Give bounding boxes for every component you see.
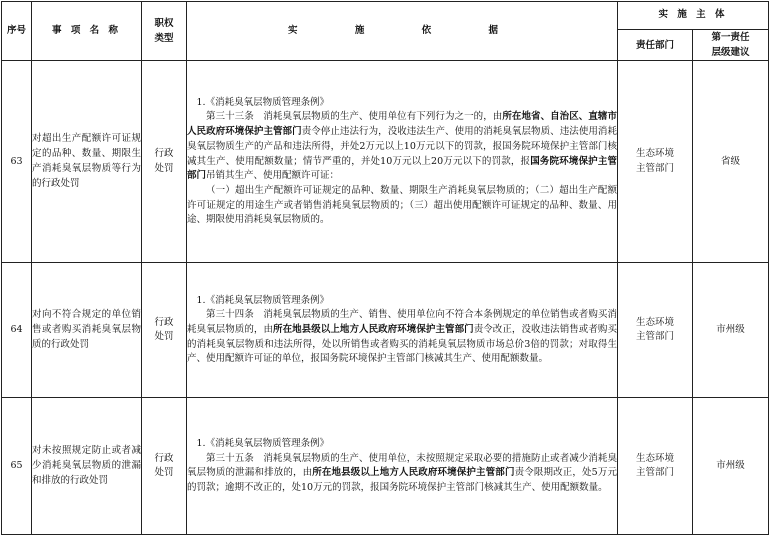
law-title: 1.《消耗臭氧层物质管理条例》 (196, 294, 330, 306)
basis-text: 吊销其生产、使用配额许可证： (206, 170, 340, 182)
header-row-1 (2, 2, 769, 30)
basis-paragraph (187, 452, 617, 496)
row-level: 市州级 (693, 263, 769, 398)
row-basis (187, 61, 618, 263)
basis-authority: 国务院环境保护主管部门 (187, 155, 617, 182)
header-category: 职权 类型 (142, 2, 187, 61)
row-item-name: 对超出生产配额许可证规定的品种、数量、期限生产消耗臭氧层物质等行为的行政处罚 (32, 61, 142, 263)
header-dept: 责任部门 (618, 30, 693, 61)
header-level: 第一责任 层级建议 (693, 30, 769, 61)
header-basis: 实 施 依 据 (187, 2, 618, 61)
basis-authority: 所在地县级以上地方人民政府环境保护主管部门 (273, 324, 474, 336)
basis-text: 第三十三条 消耗臭氧层物质的生产、使用单位有下列行为之一的，由 (206, 111, 503, 123)
basis-authority: 所在地县级以上地方人民政府环境保护主管部门 (312, 467, 515, 479)
row-basis (187, 263, 618, 398)
table-row (2, 263, 769, 398)
row-category: 行政 处罚 (142, 398, 187, 535)
basis-clauses: （一）超出生产配额许可证规定的品种、数量、期限生产消耗臭氧层物质的；（二）超出生产配额许可证规定的用途生产或者销售消耗臭氧层物质的；（三）超出使用配额许可证规定的品种、数量、用途、期限使用消耗臭氧层物质的。 (187, 184, 617, 226)
power-list-table (1, 1, 769, 535)
row-dept: 生态环境 主管部门 (618, 263, 693, 398)
basis-text: 第三十四条 消耗臭氧层物质的生产、销售、使用单位向不符合本条例规定的单位销售或者购买消耗臭氧层物质的，由 (187, 309, 617, 336)
basis-paragraph (187, 110, 617, 184)
row-dept: 生态环境 主管部门 (618, 398, 693, 535)
basis-text: 责令改正，没收违法销售或者购买的消耗臭氧层物质和违法所得，处以所销售或者购买的消耗臭氧层物质市场总价3倍的罚款；对取得生产、使用配额许可证的单位，报国务院环境保护主管部门核减其生产、使用配额数量。 (187, 324, 617, 365)
row-dept: 生态环境 主管部门 (618, 61, 693, 263)
basis-text: 责令停止违法行为，没收违法生产、使用的消耗臭氧层物质、违法使用消耗臭氧层物质生产的产品和违法所得，并处2万元以上10万元以下的罚款，报国务院环境保护主管部门核减其生产、使用配额数量；情节严重的，并处10万元以上20万元以下的罚款，报 (187, 126, 617, 167)
basis-authority: 所在地省、自治区、直辖市人民政府环境保护主管部门 (187, 111, 617, 138)
law-title: 1.《消耗臭氧层物质管理条例》 (196, 96, 330, 108)
row-seq: 65 (2, 398, 32, 535)
header-item-name: 事 项 名 称 (32, 2, 142, 61)
basis-text: 第三十五条 消耗臭氧层物质的生产、使用单位，未按照规定采取必要的措施防止或者减少消耗臭氧层物质的泄漏和排放的，由 (187, 452, 617, 479)
table-row (2, 398, 769, 535)
row-item-name: 对向不符合规定的单位销售或者购买消耗臭氧层物质的行政处罚 (32, 263, 142, 398)
table-row (2, 61, 769, 263)
basis-text: 责令限期改正，处5万元的罚款；逾期不改正的，处10万元的罚款，报国务院环境保护主管部门核减其生产、使用配额数量。 (187, 467, 617, 494)
row-seq: 64 (2, 263, 32, 398)
header-subject: 实 施 主 体 (618, 2, 769, 30)
row-level: 省级 (693, 61, 769, 263)
row-category: 行政 处罚 (142, 263, 187, 398)
law-title: 1.《消耗臭氧层物质管理条例》 (196, 437, 330, 449)
row-item-name: 对未按照规定防止或者减少消耗臭氧层物质的泄漏和排放的行政处罚 (32, 398, 142, 535)
basis-paragraph (187, 308, 617, 367)
header-seq: 序号 (2, 2, 32, 61)
row-basis (187, 398, 618, 535)
row-seq: 63 (2, 61, 32, 263)
row-level: 市州级 (693, 398, 769, 535)
row-category: 行政 处罚 (142, 61, 187, 263)
